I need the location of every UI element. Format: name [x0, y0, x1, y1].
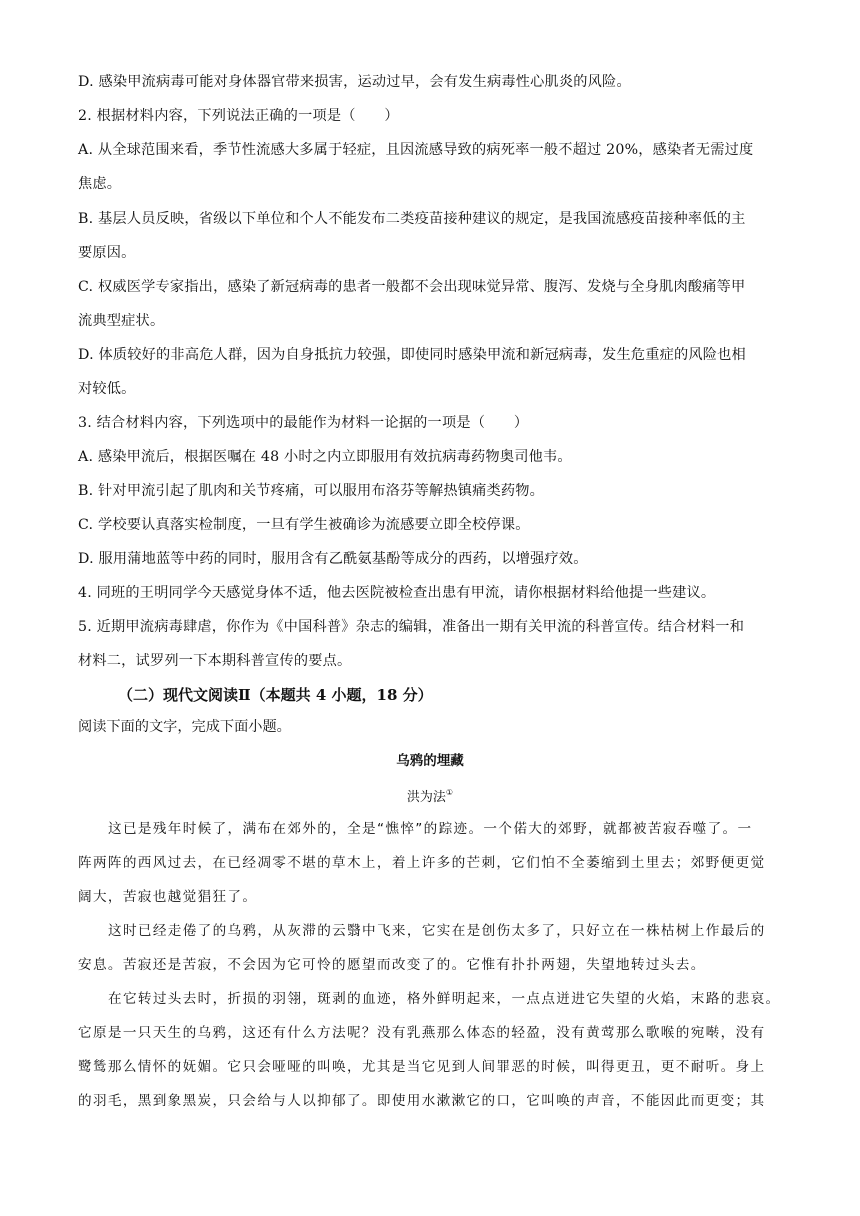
paragraph-line: 阔大，苦寂也越觉猖狂了。	[78, 889, 258, 905]
question-line: 材料二，试罗列一下本期科普宣传的要点。	[78, 653, 352, 669]
paragraph-line: 的羽毛，黑到象黑炭，只会给与人以抑郁了。即使用水漱漱它的口，它叫唤的声音，不能因此而更变；其	[78, 1093, 766, 1109]
paragraph-line: 在它转过头去时，折损的羽翎，斑剥的血迹，格外鲜明起来，一点点迸进它失望的火焰，末路的悲哀。	[108, 991, 781, 1007]
section-heading: （二）现代文阅读Ⅱ（本题共 4 小题，18 分）	[118, 686, 433, 704]
option-line: D. 感染甲流病毒可能对身体器官带来损害，运动过早，会有发生病毒性心肌炎的风险。	[78, 74, 631, 90]
question-line: 5. 近期甲流病毒肆虐，你作为《中国科普》杂志的编辑，准备出一期有关甲流的科普宣传。结合材料一和	[78, 619, 745, 635]
paragraph-line: 它原是一只天生的乌鸦，这还有什么方法呢？没有乳燕那么体态的轻盈，没有黄莺那么歌喉的宛啭，没有	[78, 1025, 766, 1041]
question-line: 3. 结合材料内容，下列选项中的最能作为材料一论据的一项是（ ）	[78, 415, 529, 431]
option-line: 流典型症状。	[78, 313, 165, 329]
paragraph-line: 安息。苦寂还是苦寂，不会因为它可怜的愿望而改变了的。它惟有扑扑两翅，失望地转过头去。	[78, 957, 706, 973]
option-line: 要原因。	[78, 245, 136, 261]
footnote-marker: ①	[445, 788, 454, 797]
paragraph-line: 阵两阵的西风过去，在已经凋零不堪的草木上，着上许多的芒刺，它们怕不全萎缩到土里去；郊野便更觉	[78, 855, 766, 871]
paragraph-line: 这时已经走倦了的乌鸦，从灰滞的云翳中飞来，它实在是创伤太多了，只好立在一株枯树上作最后的	[108, 923, 766, 939]
option-line: C. 学校要认真落实检制度，一旦有学生被确诊为流感要立即全校停课。	[78, 517, 530, 533]
question-line: 2. 根据材料内容，下列说法正确的一项是（ ）	[78, 108, 399, 124]
author-name: 洪为法	[406, 790, 446, 805]
option-line: B. 针对甲流引起了肌肉和关节疼痛，可以服用布洛芬等解热镇痛类药物。	[78, 483, 545, 499]
option-line: A. 从全球范围来看，季节性流感大多属于轻症，且因流感导致的病死率一般不超过 20%，感染者无需过度	[78, 142, 754, 158]
option-line: A. 感染甲流后，根据医嘱在 48 小时之内立即服用有效抗病毒药物奥司他韦。	[78, 449, 572, 465]
option-line: B. 基层人员反映，省级以下单位和个人不能发布二类疫苗接种建议的规定，是我国流感疫苗接种率低的主	[78, 211, 746, 227]
article-title: 乌鸦的埋藏	[396, 753, 464, 769]
option-line: C. 权威医学专家指出，感染了新冠病毒的患者一般都不会出现味觉异常、腹泻、发烧与全身肌肉酸痛等甲	[78, 279, 746, 295]
option-line: 对较低。	[78, 381, 136, 397]
option-line: D. 体质较好的非高危人群，因为自身抵抗力较强，即使同时感染甲流和新冠病毒，发生危重症的风险也相	[78, 347, 746, 363]
article-author	[0, 783, 860, 808]
paragraph-line: 这已是残年时候了，满布在郊外的，全是“憔悴”的踪迹。一个偌大的郊野，就都被苦寂吞噬了。一	[108, 821, 753, 837]
option-line: D. 服用蒲地蓝等中药的同时，服用含有乙酰氨基酚等成分的西药，以增强疗效。	[78, 551, 588, 567]
question-line: 4. 同班的王明同学今天感觉身体不适，他去医院被检查出患有甲流，请你根据材料给他提一些建议。	[78, 585, 716, 601]
section-instruction: 阅读下面的文字，完成下面小题。	[78, 719, 291, 735]
paragraph-line: 鹭鸶那么情怀的妩媚。它只会哑哑的叫唤，尤其是当它见到人间罪恶的时候，叫得更丑，更不耐听。身上	[78, 1059, 766, 1075]
option-line: 焦虑。	[78, 176, 122, 192]
